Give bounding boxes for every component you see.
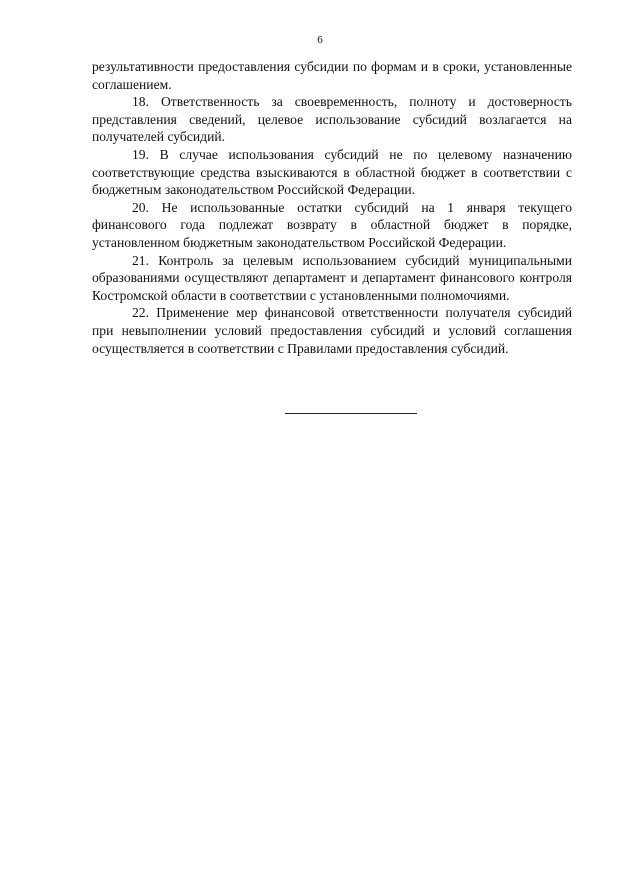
paragraph-18: 18. Ответственность за своевременность, полноту и достоверность представления сведений, целевое использование субсидий возлагается на получателей субсидий.: [92, 94, 572, 145]
paragraph-22: 22. Применение мер финансовой ответственности получателя субсидий при невыполнении условий предоставления субсидий и условий соглашения осуществляется в соответствии с Правилами предоставления субсидий.: [92, 305, 572, 356]
paragraph-20: 20. Не использованные остатки субсидий на 1 января текущего финансового года подлежат возврату в областной бюджет в порядке, установленном бюджетным законодательством Российской Федерации.: [92, 199, 572, 250]
paragraph-continuation: результативности предоставления субсидии по формам и в сроки, установленные соглашением.: [92, 59, 572, 92]
page-number: 6: [317, 34, 323, 46]
document-body: [92, 58, 572, 357]
end-separator-line: [285, 413, 417, 414]
paragraph-19: 19. В случае использования субсидий не по целевому назначению соответствующие средства взыскиваются в областной бюджет в соответствии с бюджетным законодательством Российской Федерации.: [92, 146, 572, 198]
paragraph-21: 21. Контроль за целевым использованием субсидий муниципальными образованиями осуществляют департамент и департамент финансового контроля Костромской области в соответствии с установленными полномочиями.: [92, 252, 572, 303]
